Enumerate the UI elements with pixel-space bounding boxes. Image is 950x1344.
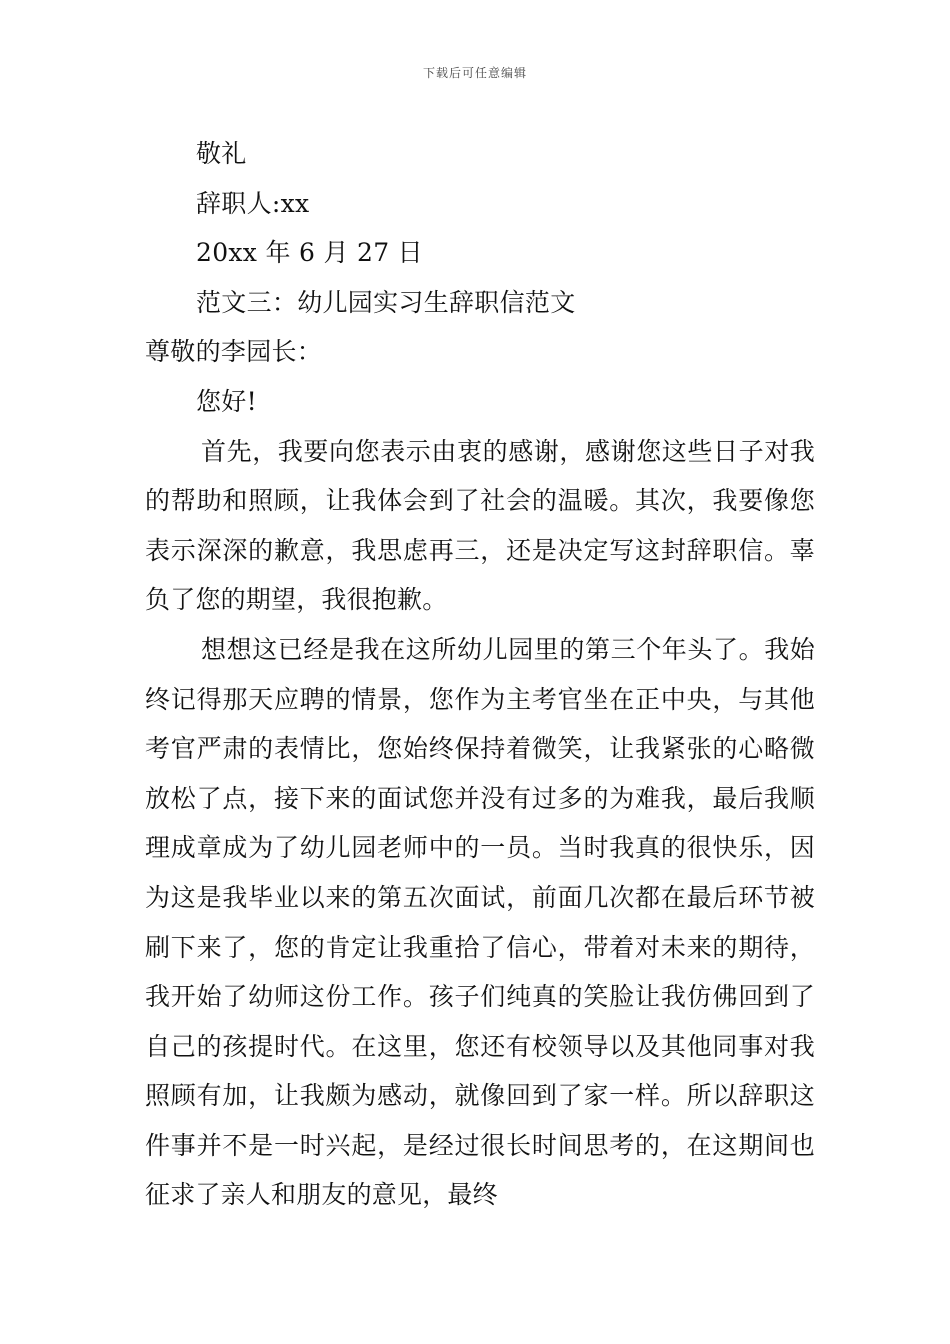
- letter-greeting: 您好!: [196, 386, 257, 416]
- letter-salutation: 尊敬的李园长：: [145, 337, 323, 367]
- paragraph-2: 想想这已经是我在这所幼儿园里的第三个年头了。我始终记得那天应聘的情景，您作为主考官坐在正中央，与其他考官严肃的表情比，您始终保持着微笑，让我紧张的心略微放松了点，接下来的面试您并没有过多的为难我，最后我顺理成章成为了幼儿园老师中的一员。当时我真的很快乐，因为这是我毕业以来的第五次面试，前面几次都在最后环节被刷下来了，您的肯定让我重拾了信心，带着对未来的期待，我开始了幼师这份工作。孩子们纯真的笑脸让我仿佛回到了自己的孩提时代。在这里，您还有校领导以及其他同事对我照顾有加，让我颇为感动，就像回到了家一样。所以辞职这件事并不是一时兴起，是经过很长时间思考的，在这期间也征求了亲人和朋友的意见，最终: [145, 634, 815, 1210]
- letter-date: 20xx 年 6 月 27 日: [196, 238, 423, 268]
- page-header-note: 下载后可任意编辑: [422, 66, 527, 80]
- letter-signature: 辞职人:xx: [196, 188, 310, 218]
- paragraph-1: 首先，我要向您表示由衷的感谢，感谢您这些日子对我的帮助和照顾，让我体会到了社会的温暖。其次，我要像您表示深深的歉意，我思虑再三，还是决定写这封辞职信。辜负了您的期望，我很抱歉。: [145, 436, 815, 615]
- section-title: 范文三：幼儿园实习生辞职信范文: [196, 287, 576, 317]
- letter-closing: 敬礼: [196, 139, 247, 168]
- letter-body: [145, 129, 815, 1220]
